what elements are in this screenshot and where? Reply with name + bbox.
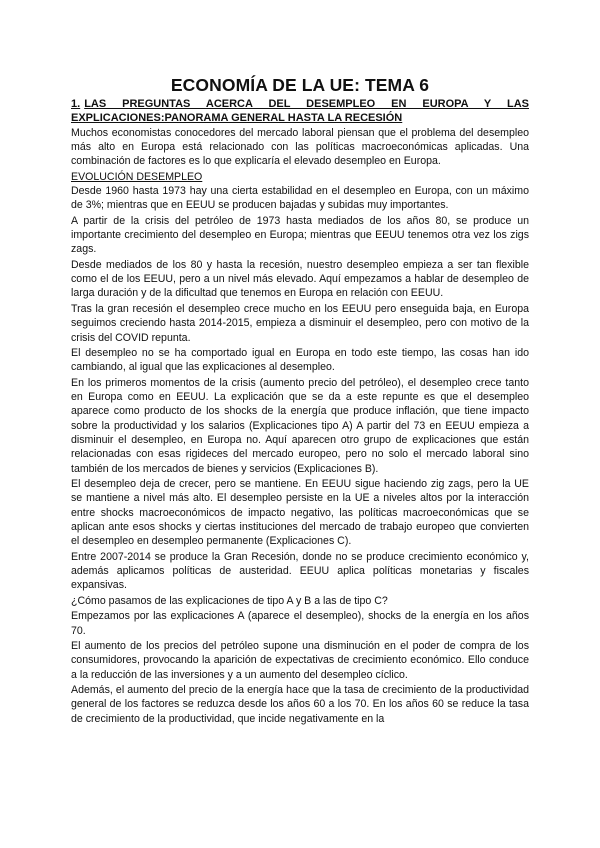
paragraph-11: El aumento de los precios del petróleo supone una disminución en el poder de compra de los consumidores, provocando la aparición de expectativas de crecimiento económico. Ello conduce a la reducción de las inversiones y a un aumento del desempleo cíclico. (71, 640, 529, 681)
paragraph-7: El desempleo deja de crecer, pero se mantiene. En EEUU sigue haciendo zig zags, pero la UE se mantiene a nivel más alto. El desempleo persiste en la UE a niveles altos por la interacción entre shocks macroeconómicos de impacto negativo, las políticas macroeconómicas que se aplican ante esos shocks y ciertas instituciones del mercado de trabajo europeo que convierten el desempleo en desempleo permanente (Explicaciones C). (71, 478, 529, 548)
paragraph-10: Empezamos por las explicaciones A (aparece el desempleo), shocks de la energía en los años 70. (71, 610, 529, 637)
paragraph-9: ¿Cómo pasamos de las explicaciones de tipo A y B a las de tipo C? (71, 594, 388, 607)
paragraph-5: El desempleo no se ha comportado igual en Europa en todo este tiempo, las cosas han ido cambiando, al igual que las explicaciones al desempleo. (71, 346, 529, 374)
paragraph-8: Entre 2007-2014 se produce la Gran Recesión, donde no se produce crecimiento económico y, además aplicamos políticas de austeridad. EEUU aplica políticas monetarias y fiscales expansivas. (71, 550, 529, 592)
paragraph-3: Desde mediados de los 80 y hasta la recesión, nuestro desempleo empieza a ser tan flexible como el de los EEUU, pero a un nivel más elevado. Aquí empezamos a hablar de desempleo de larga duración y de la dificultad que tenemos en Europa en relación con EEUU. (71, 258, 529, 300)
paragraph-12: Además, el aumento del precio de la energía hace que la tasa de crecimiento de la productividad general de los factores se reduzca desde los años 60 a los 70. En los años 60 se reduce la tasa de crecimiento de la productividad, que incide negativamente en la (71, 684, 529, 725)
paragraph-1: Desde 1960 hasta 1973 hay una cierta estabilidad en el desempleo en Europa, con un máximo de 3%; mientras que en EEUU se producen bajadas y subidas muy importantes. (71, 184, 529, 212)
section-heading (71, 97, 529, 126)
paragraph-4: Tras la gran recesión el desempleo crece mucho en los EEUU pero enseguida baja, en Europa seguimos creciendo hasta 2014-2015, empieza a disminuir el desempleo, pero con motivo de la crisis del COVID repunta. (71, 302, 529, 344)
section-number: 1. (71, 98, 81, 110)
subheading-evolucion: EVOLUCIÓN DESEMPLEO (71, 170, 203, 183)
paragraph-6: En los primeros momentos de la crisis (aumento precio del petróleo), el desempleo crece tanto en Europa como en EEUU. La explicación que se da a este repunte es que el desempleo aparece como producto de los shocks de la energía que produce inflación, que tiene impacto sobre la productividad y los salarios (Explicaciones tipo A) A partir del 73 en EEUU empieza a disminuir el desempleo, en Europa no. Aquí aparecen otro grupo de explicaciones que están relacionadas con esas rigideces del mercado europeo, pero no solo el mercado laboral sino también de los mercados de bienes y servicios (Explicaciones B). (71, 376, 529, 475)
paragraph-2: A partir de la crisis del petróleo de 1973 hasta mediados de los años 80, se produce un importante crecimiento del desempleo en Europa; mientras que EEUU tenemos otra vez los zigs zags. (71, 214, 529, 256)
intro-paragraph: Muchos economistas conocedores del mercado laboral piensan que el problema del desempleo más alto en Europa está relacionado con las políticas macroeconómicas aplicadas. Una combinación de factores es lo que explicaría el elevado desempleo en Europa. (71, 126, 529, 168)
document-page (71, 74, 529, 727)
page-title: ECONOMÍA DE LA UE: TEMA 6 (170, 75, 430, 95)
section-heading-text: LAS PREGUNTAS ACERCA DEL DESEMPLEO EN EUROPA Y LAS EXPLICACIONES:PANORAMA GENERAL HASTA LA RECESIÓN (71, 98, 529, 125)
